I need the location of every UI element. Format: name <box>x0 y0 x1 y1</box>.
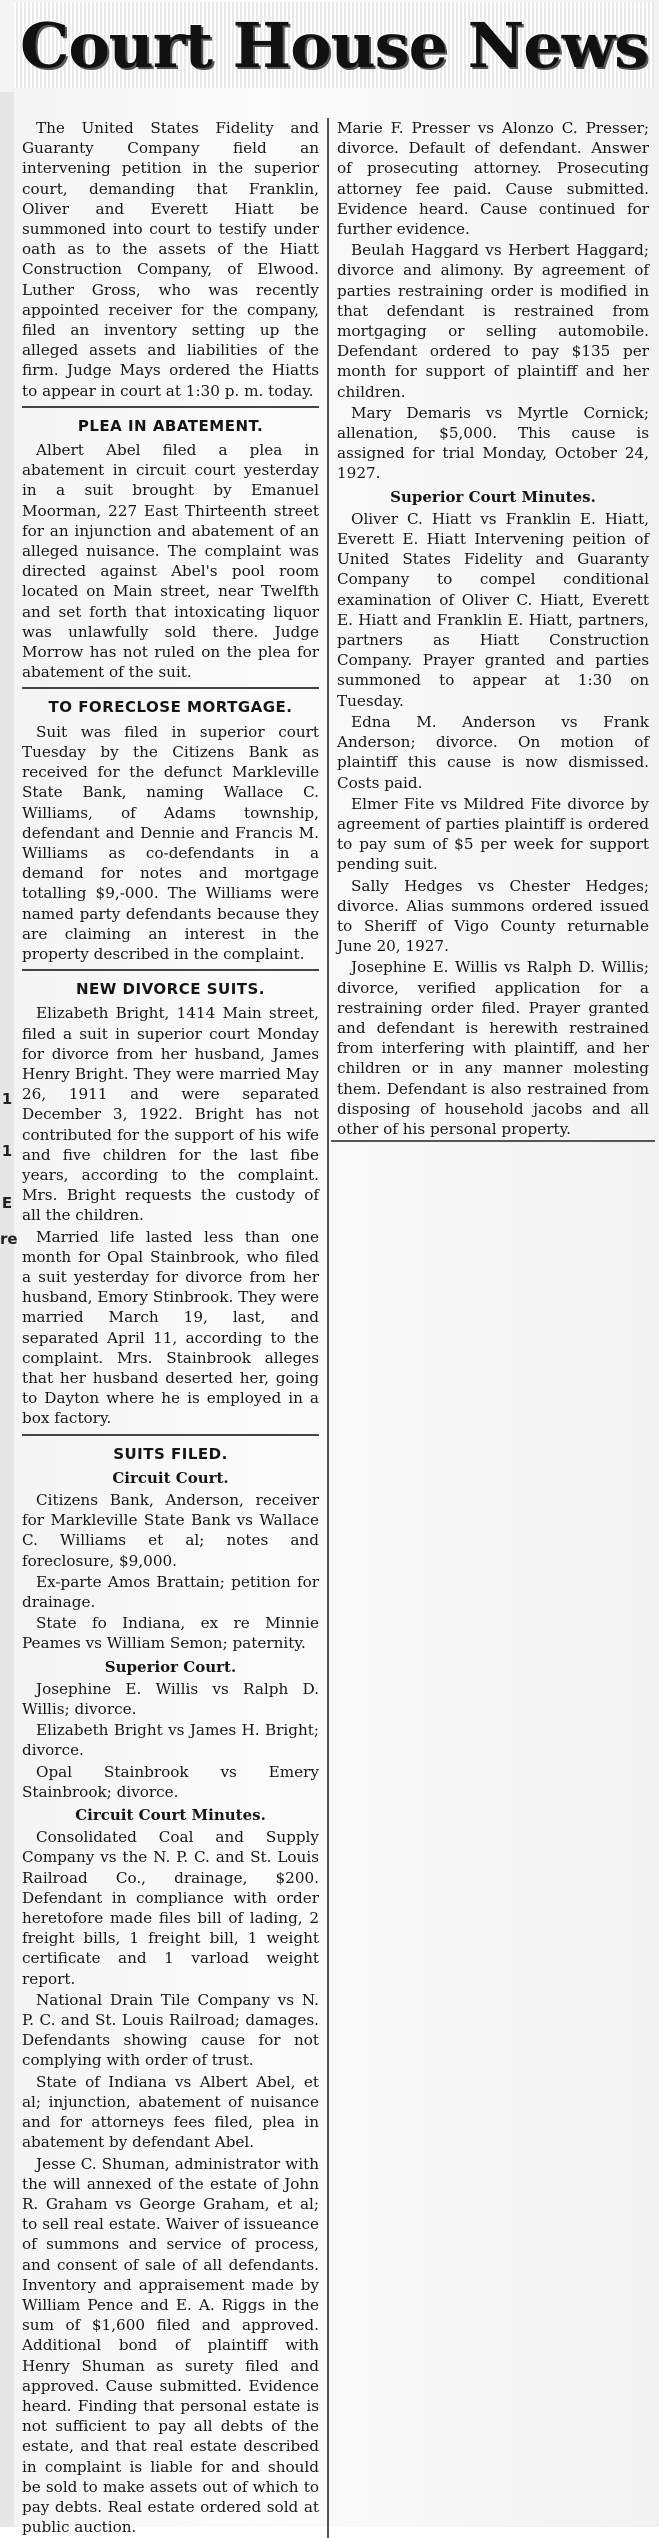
divider <box>22 406 319 408</box>
minutes-entry: National Drain Tile Company vs N. P. C. and St. Louis Railroad; damages. Defendants showing cause for not complying with order of trust. <box>22 1990 319 2070</box>
article-plea: Albert Abel filed a plea in abatement in circuit court yesterday in a suit brought by Emanuel Moorman, 227 East Thirteenth street for an injunction and abatement of an alleged nuisance. The complaint was directed against Abel's pool room located on Main street, near Twelfth and set forth that intoxicating liquor was unlawfully sold there. Judge Morrow has not ruled on the plea for abatement of the suit. <box>22 441 319 682</box>
subheading-superior-minutes: Superior Court Minutes. <box>390 487 596 506</box>
divider <box>22 1434 319 1436</box>
minutes-entry: Edna M. Anderson vs Frank Anderson; divorce. On motion of plaintiff this cause is now dismissed. Costs paid. <box>337 712 649 792</box>
masthead <box>14 2 654 88</box>
heading-suits: SUITS FILED. <box>113 1444 228 1463</box>
edge-char: E <box>1 1194 13 1212</box>
subheading-circuit: Circuit Court. <box>112 1468 229 1487</box>
minutes-entry: Mary Demaris vs Myrtle Cornick; allenation, $5,000. This cause is assigned for trial Monday, October 24, 1927. <box>337 403 649 483</box>
masthead-title: Court House News <box>19 8 648 82</box>
superior-entry: Josephine E. Willis vs Ralph D. Willis; divorce. <box>22 1679 319 1719</box>
circuit-entry: Citizens Bank, Anderson, receiver for Markleville State Bank vs Wallace C. Williams et al; notes and foreclosure, $9,000. <box>22 1491 319 1570</box>
minutes-entry: State of Indiana vs Albert Abel, et al; injunction, abatement of nuisance and for attorneys fees filed, plea in abatement by defendant Abel. <box>22 2072 319 2152</box>
minutes-entry: Marie F. Presser vs Alonzo C. Presser; divorce. Default of defendant. Answer of prosecuting attorney. Prosecuting attorney fee paid. Cause submitted. Evidence heard. Cause continued for further evidence. <box>337 119 649 239</box>
adjacent-page-edge <box>0 92 18 2527</box>
minutes-entry: Josephine E. Willis vs Ralph D. Willis; divorce, verified application for a restraining order filed. Prayer granted and defendant is herewith restrained from interfering with plaintiff, and her children or in any manner molesting them. Defendant is also restrained from disposing of household jacobs and all other of his personal property. <box>337 958 649 1138</box>
article-divorce-1: Elizabeth Bright, 1414 Main street, filed a suit in superior court Monday for divorce from her husband, James Henry Bright. They were married May 26, 1911 and were separated December 3, 1922. Bright has not contributed for the support of his wife and five children for the last fibe years, according to the complaint. Mrs. Bright requests the custody of all the children. <box>22 1004 319 1225</box>
article-foreclose: Suit was filed in superior court Tuesday by the Citizens Bank as received for the defunct Markleville State Bank, naming Wallace C. Williams, of Adams township, defendant and Dennie and Francis M. Williams as co-defendants in a demand for notes and mortgage totalling $9,-000. The Williams were named party defendants because they are claiming an interest in the property described in the complaint. <box>22 722 319 963</box>
circuit-entry: State fo Indiana, ex re Minnie Peames vs William Semon; paternity. <box>22 1614 319 1653</box>
heading-foreclose: TO FORECLOSE MORTGAGE. <box>48 698 293 717</box>
circuit-entry: Ex-parte Amos Brattain; petition for drainage. <box>22 1572 319 1612</box>
divider <box>22 687 319 689</box>
minutes-entry: Elmer Fite vs Mildred Fite divorce by agreement of parties plaintiff is ordered to pay sum of $5 per week for support pending suit. <box>337 794 649 874</box>
edge-char: re <box>0 1230 18 1248</box>
heading-divorce: NEW DIVORCE SUITS. <box>75 980 266 999</box>
superior-entry: Opal Stainbrook vs Emery Stainbrook; divorce. <box>22 1762 319 1801</box>
subheading-superior: Superior Court. <box>104 1657 237 1676</box>
minutes-entry: Consolidated Coal and Supply Company vs the N. P. C. and St. Louis Railroad Co., drainage, $200. Defendant in compliance with order heretofore made files bill of lading, 2 freight bills, 1 freight bill, 1 weight certificate and 1 varload weight report. <box>22 1828 319 1988</box>
article-intro: The United States Fidelity and Guaranty Company field an intervening petition in the superior court, demanding that Franklin, Oliver and Everett Hiatt be summoned into court to testify under oath as to the assets of the Hiatt Construction Company, of Elwood. Luther Gross, who was recently appointed receiver for the company, filed an inventory setting up the alleged assets and liabilities of the firm. Judge Mays ordered the Hiatts to appear in court at 1:30 p. m. today. <box>22 119 319 400</box>
minutes-entry: Oliver C. Hiatt vs Franklin E. Hiatt, Everett E. Hiatt Intervening peition of United States Fidelity and Guaranty Company to compel conditional examination of Oliver C. Hiatt, Everett E. Hiatt and Franklin E. Hiatt, partners, partners as Hiatt Construction Company. Prayer granted and parties summoned to appear at 1:30 on Tuesday. <box>337 509 649 710</box>
minutes-entry: Sally Hedges vs Chester Hedges; divorce. Alias summons ordered issued to Sheriff of Vigo County returnable June 20, 1927. <box>337 876 649 956</box>
edge-char: 1 <box>1 1142 13 1160</box>
divider <box>22 969 319 971</box>
right-column <box>331 118 655 1142</box>
minutes-entry: Jesse C. Shuman, administrator with the will annexed of the estate of John R. Graham vs George Graham, et al; to sell real estate. Waiver of issueance of summons and service of process, and consent of sale of all defendants. Inventory and appraisement made by William Pence and E. A. Riggs in the sum of $1,600 filed and approved. Additional bond of plaintiff with Henry Shuman as surety filed and approved. Cause submitted. Evidence heard. Finding that personal estate is not sufficient to pay all debts of the estate, and that real estate described in complaint is liable for and should be sold to make assets out of which to pay debts. Real estate ordered sold at public auction. <box>22 2154 319 2537</box>
left-column <box>14 118 329 2538</box>
article-divorce-2: Married life lasted less than one month for Opal Stainbrook, who filed a suit yesterday for divorce from her husband, Emory Stinbrook. They were married March 19, last, and separated April 11, according to the complaint. Mrs. Stainbrook alleges that her husband deserted her, going to Dayton where he is employed in a box factory. <box>22 1227 319 1428</box>
superior-entry: Elizabeth Bright vs James H. Bright; divorce. <box>22 1721 319 1760</box>
heading-plea: PLEA IN ABATEMENT. <box>77 416 264 435</box>
minutes-entry: Beulah Haggard vs Herbert Haggard; divorce and alimony. By agreement of parties restraining order is modified in that defendant is restrained from mortgaging or selling automobile. Defendant ordered to pay $135 per month for support of plaintiff and her children. <box>337 241 649 401</box>
edge-char: 1 <box>1 1090 13 1108</box>
subheading-minutes: Circuit Court Minutes. <box>75 1806 266 1825</box>
